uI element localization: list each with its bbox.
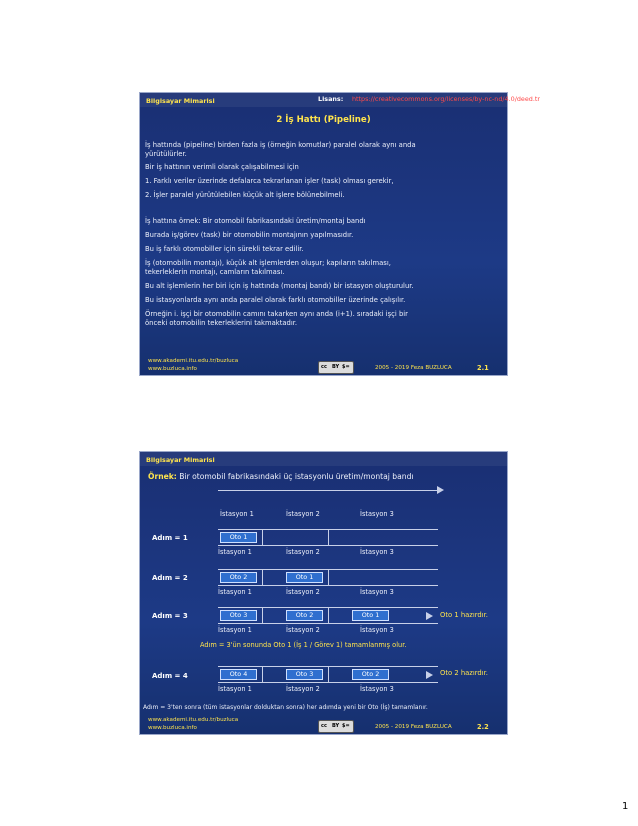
paragraph-line: Bu iş farklı otomobiller için sürekli tekrar edilir. [145,245,304,253]
station-label: İstasyon 1 [220,510,254,518]
page-number: 1 [622,801,629,812]
example-prefix: Örnek: [148,472,177,481]
car-box: Oto 2 [286,610,323,621]
creative-commons-icon: cc BY $= [318,720,354,733]
paragraph-line: Bu alt işlemlerin her biri için iş hattında (montaj bandı) bir istasyon oluşturulur. [145,282,414,290]
station-label: İstasyon 3 [360,548,394,556]
course-title: Bilgisayar Mimarisi [146,456,215,464]
station-label: İstasyon 1 [218,588,252,596]
arrow-icon [437,486,444,494]
car-box: Oto 1 [352,610,389,621]
station-divider [262,569,263,585]
copyright: 2005 - 2019 Feza BUZLUCA [375,365,452,371]
car-box: Oto 3 [286,669,323,680]
station-label: İstasyon 3 [360,626,394,634]
station-divider [262,607,263,623]
conveyor-line [218,585,438,586]
copyright: 2005 - 2019 Feza BUZLUCA [375,724,452,730]
creative-commons-icon: cc BY $= [318,361,354,374]
paragraph-line: Örneğin i. işçi bir otomobilin camını takarken aynı anda (i+1). sıradaki işçi bir [145,310,408,318]
step-label: Adım = 3 [152,612,188,620]
step-label: Adım = 2 [152,574,188,582]
slide-2-1 [139,92,540,376]
station-label: İstasyon 2 [286,548,320,556]
footer-link-akademi[interactable]: www.akademi.itu.edu.tr/buzluca [148,358,239,364]
ready-note: Oto 1 hazırdır. [440,611,488,619]
station-label: İstasyon 3 [360,588,394,596]
station-divider [262,529,263,545]
arrow-icon [426,671,433,679]
paragraph-line: 1. Farklı veriler üzerinde defalarca tekrarlanan işler (task) olması gerekir, [145,177,394,185]
step-label: Adım = 4 [152,672,188,680]
station-label: İstasyon 3 [360,510,394,518]
car-box: Oto 3 [220,610,257,621]
paragraph-line: İş (otomobilin montajı), küçük alt işlemlerden oluşur; kapıların takılması, [145,259,391,267]
example-title [148,472,414,481]
slide-number: 2.1 [477,364,489,372]
car-box: Oto 1 [286,572,323,583]
station-divider [328,607,329,623]
footer-link-buzluca[interactable]: www.buzluca.info [148,366,197,372]
conveyor-line [218,490,438,491]
station-label: İstasyon 2 [286,685,320,693]
arrow-icon [426,612,433,620]
station-divider [262,666,263,682]
paragraph-line: Bu istasyonlarda aynı anda paralel olarak farklı otomobiller üzerinde çalışılır. [145,296,406,304]
slide-2-2 [139,451,508,735]
station-divider [328,666,329,682]
paragraph-line: İş hattına örnek: Bir otomobil fabrikasındaki üretim/montaj bandı [145,217,366,225]
license-label: Lisans: [318,95,344,103]
conveyor-line [218,545,438,546]
station-label: İstasyon 3 [360,685,394,693]
station-label: İstasyon 1 [218,626,252,634]
summary-note: Adım = 3'ten sonra (tüm istasyonlar dolduktan sonra) her adımda yeni bir Oto (İş) tamamlanır. [143,704,428,711]
conveyor-line [218,623,438,624]
station-label: İstasyon 1 [218,548,252,556]
paragraph-line: İş hattında (pipeline) birden fazla iş (örneğin komutlar) paralel olarak aynı anda [145,141,416,149]
paragraph-line: 2. İşler paralel yürütülebilen küçük alt işlere bölünebilmeli. [145,191,345,199]
station-label: İstasyon 2 [286,588,320,596]
station-divider [328,529,329,545]
car-box: Oto 4 [220,669,257,680]
step-label: Adım = 1 [152,534,188,542]
slide-number: 2.2 [477,723,489,731]
car-box: Oto 1 [220,532,257,543]
station-label: İstasyon 1 [218,685,252,693]
footer-link-buzluca[interactable]: www.buzluca.info [148,725,197,731]
car-box: Oto 2 [352,669,389,680]
completion-note: Adım = 3'ün sonunda Oto 1 (İş 1 / Görev 1) tamamlanmış olur. [200,641,407,649]
station-divider [328,569,329,585]
conveyor-line [218,682,438,683]
paragraph-line: yürütülürler. [145,150,187,158]
license-link[interactable]: https://creativecommons.org/licenses/by-nc-nd/4.0/deed.tr [352,95,540,103]
paragraph-line: Bir iş hattının verimli olarak çalışabilmesi için [145,163,299,171]
car-box: Oto 2 [220,572,257,583]
station-label: İstasyon 2 [286,626,320,634]
example-text: Bir otomobil fabrikasındaki üç istasyonlu üretim/montaj bandı [179,472,414,481]
paragraph-line: önceki otomobilin tekerleklerini takmaktadır. [145,319,298,327]
slide-title: 2 İş Hattı (Pipeline) [276,115,371,125]
station-label: İstasyon 2 [286,510,320,518]
paragraph-line: tekerleklerin montajı, camların takılması. [145,268,285,276]
paragraph-line: Burada iş/görev (task) bir otomobilin montajının yapılmasıdır. [145,231,354,239]
slide-footer [140,716,507,734]
course-title: Bilgisayar Mimarisi [146,97,215,105]
ready-note: Oto 2 hazırdır. [440,669,488,677]
footer-link-akademi[interactable]: www.akademi.itu.edu.tr/buzluca [148,717,239,723]
slide-footer [140,357,507,375]
